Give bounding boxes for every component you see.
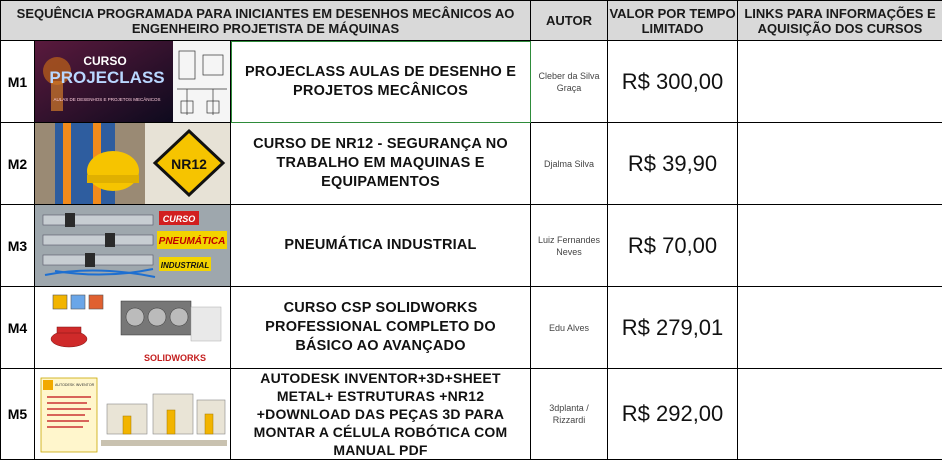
m1-image-subtitle: AULAS DE DESENHOS E PROJETOS MECÂNICOS [53, 97, 161, 102]
course-image-pneumatica [35, 205, 231, 287]
m3-image-pneumatica: PNEUMÁTICA [158, 236, 226, 247]
header-row [1, 1, 942, 41]
course-link[interactable] [738, 123, 942, 205]
m4-image-solidworks: SOLIDWORKS [144, 353, 206, 363]
course-author: Djalma Silva [531, 123, 608, 205]
header-author: AUTOR [531, 1, 608, 41]
course-image-projeclass [35, 41, 231, 123]
course-image-inventor [35, 369, 231, 460]
m5-image-inventor: AUTODESK INVENTOR [55, 382, 95, 387]
course-link[interactable] [738, 205, 942, 287]
course-name: CURSO CSP SOLIDWORKS PROFESSIONAL COMPLETO DO BÁSICO AO AVANÇADO [231, 287, 531, 369]
course-price: R$ 292,00 [608, 369, 738, 460]
course-image-solidworks [35, 287, 231, 369]
table-row [1, 287, 942, 369]
course-price: R$ 70,00 [608, 205, 738, 287]
course-author: Edu Alves [531, 287, 608, 369]
course-price: R$ 279,01 [608, 287, 738, 369]
header-price: VALOR POR TEMPO LIMITADO [608, 1, 738, 41]
course-image-nr12 [35, 123, 231, 205]
course-name: AUTODESK INVENTOR+3D+SHEET METAL+ ESTRUTURAS +NR12 +DOWNLOAD DAS PEÇAS 3D PARA MONTAR A CÉLULA ROBÓTICA COM MANUAL PDF [231, 369, 531, 460]
course-name: CURSO DE NR12 - SEGURANÇA NO TRABALHO EM MAQUINAS E EQUIPAMENTOS [231, 123, 531, 205]
m3-image-curso: CURSO [162, 214, 196, 224]
course-link[interactable] [738, 287, 942, 369]
course-price: R$ 300,00 [608, 41, 738, 123]
course-price: R$ 39,90 [608, 123, 738, 205]
table-row [1, 369, 942, 460]
course-author: 3dplanta / Rizzardi [531, 369, 608, 460]
row-code: M5 [1, 369, 35, 460]
course-link[interactable] [738, 41, 942, 123]
row-code: M3 [1, 205, 35, 287]
course-name: PROJECLASS AULAS DE DESENHO E PROJETOS MECÂNICOS [231, 41, 531, 123]
m2-image-nr12: NR12 [171, 156, 207, 172]
table-row [1, 41, 942, 123]
header-links: LINKS PARA INFORMAÇÕES E AQUISIÇÃO DOS CURSOS [738, 1, 942, 41]
table-row [1, 123, 942, 205]
course-author: Luiz Fernandes Neves [531, 205, 608, 287]
row-code: M4 [1, 287, 35, 369]
row-code: M2 [1, 123, 35, 205]
m3-image-industrial: INDUSTRIAL [160, 261, 210, 270]
course-link[interactable] [738, 369, 942, 460]
m1-image-projeclass: PROJECLASS [49, 68, 165, 87]
row-code: M1 [1, 41, 35, 123]
course-name: PNEUMÁTICA INDUSTRIAL [231, 205, 531, 287]
header-sequence: SEQUÊNCIA PROGRAMADA PARA INICIANTES EM DESENHOS MECÂNICOS AO ENGENHEIRO PROJETISTA DE MÁQUINAS [1, 1, 531, 41]
table-row [1, 205, 942, 287]
m1-image-curso: CURSO [83, 54, 127, 68]
course-author: Cleber da Silva Graça [531, 41, 608, 123]
